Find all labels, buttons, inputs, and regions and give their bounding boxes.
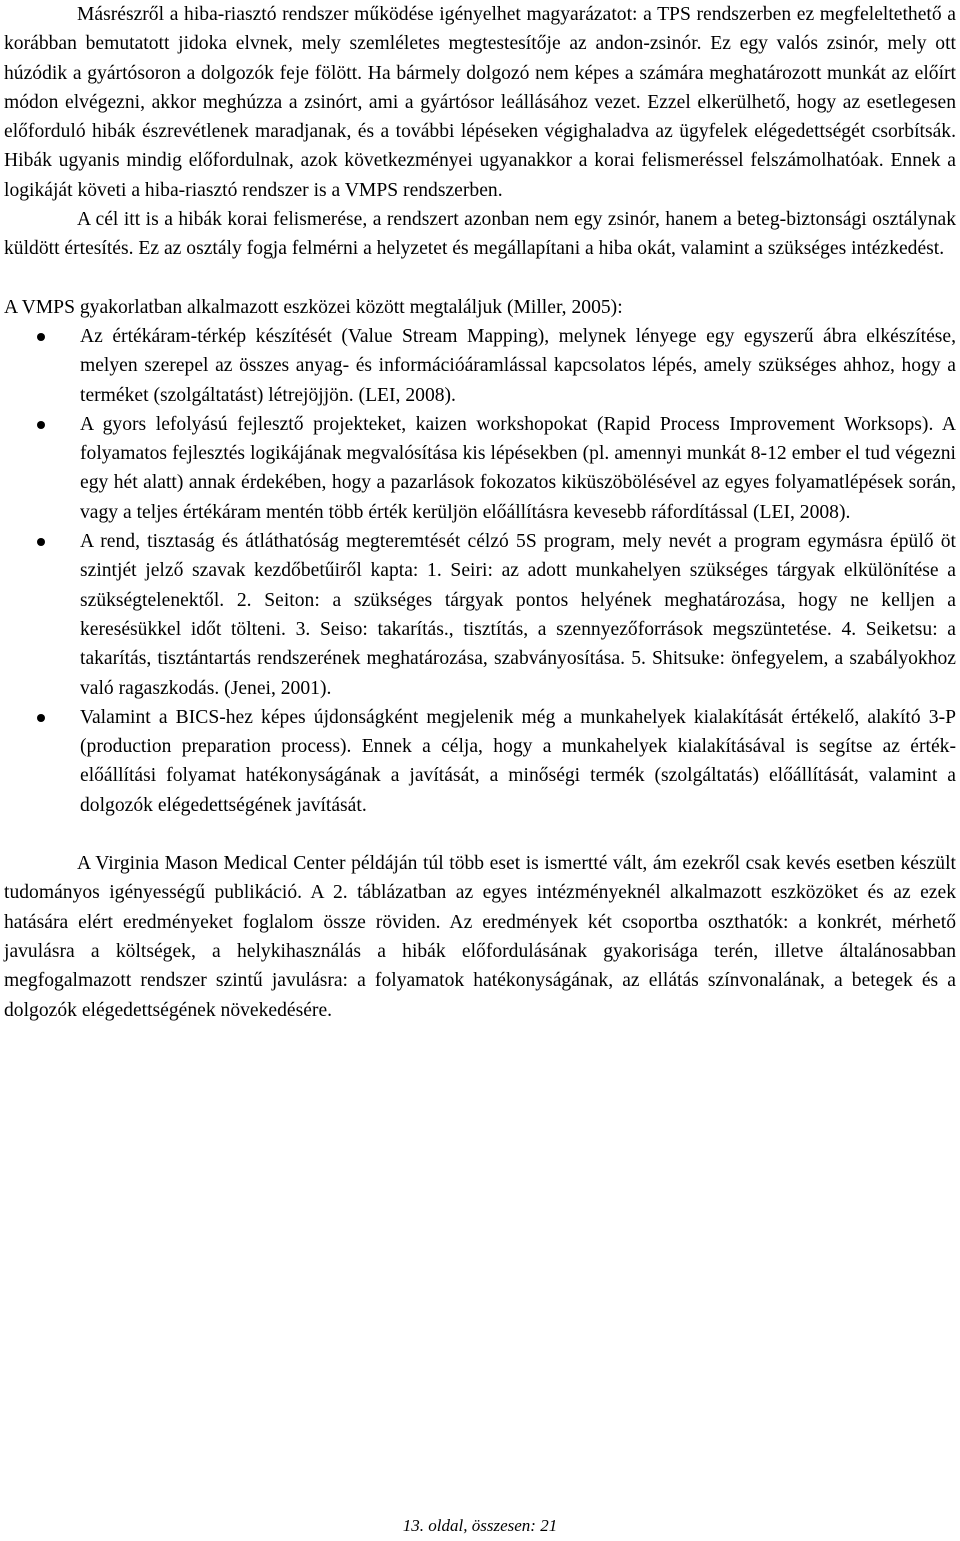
list-item <box>4 527 956 703</box>
bullet-icon <box>37 333 45 341</box>
spacer <box>4 820 956 849</box>
spacer <box>4 264 956 293</box>
list-item-text: A gyors lefolyású fejlesztő projekteket, kaizen workshopokat (Rapid Process Improvement Worksops). A folyamatos fejlesztés logikájának megvalósítása kis lépésekben (pl. amennyi munkát 8-12 ember el tud végezni egy hét alatt) annak érdekében, hogy a pazarlások fokozatos kiküszöbölésével az egyes folyamatlépések során, vagy a teljes értékáram mentén több érték kerüljön előállításra kevesebb ráfordítással (LEI, 2008). <box>80 413 956 523</box>
bullet-icon <box>37 714 45 722</box>
list-item-text: Az értékáram-térkép készítését (Value Stream Mapping), melynek lényege egy egyszerű ábra elkészítése, melyen szerepel az összes anyag- és információáramlással kapcsolatos lépés, amely szükséges ahhoz, hogy a terméket (szolgáltatást) létrejöjjön. (LEI, 2008). <box>80 325 956 406</box>
bullet-icon <box>37 421 45 429</box>
page-number: 13. oldal, összesen: 21 <box>402 1516 558 1535</box>
list-item-text: A rend, tisztaság és átláthatóság megteremtését célzó 5S program, mely nevét a program egymásra épülő öt szintjét jelző szavak kezdőbetűiről kapta: 1. Seiri: az adott munkahelyen szükséges tárgyak elkülönítése a szükségtelenektől. 2. Seiton: a szükséges tárgyak pontos helyének meghatározása, hogy ne kelljen a keresésükkel időt tölteni. 3. Seiso: takarítás., tisztítás, a szennyezőforrások megszüntetése. 4. Seiketsu: a takarítás, tisztántartás rendszerének meghatározása, szabványosítása. 5. Shitsuke: önfegyelem, a szabályokhoz való ragaszkodás. (Jenei, 2001). <box>80 531 956 699</box>
tools-list <box>4 322 956 820</box>
list-item-text: Valamint a BICS-hez képes újdonságként megjelenik még a munkahelyek kialakítását értékelő, alakító 3-P (production preparation process). Ennek a célja, hogy a munkahelyek kialakításával is segítse az érték-előállítási folyamat hatékonyságának a javítását, a minőségi termék (szolgáltatás) előállítását, valamint a dolgozók elégedettségének javítását. <box>80 706 956 816</box>
list-item <box>4 703 956 820</box>
bullet-icon <box>37 538 45 546</box>
paragraph-goal: A cél itt is a hibák korai felismerése, a rendszert azonban nem egy zsinór, hanem a beteg-biztonsági osztálynak küldött értesítés. Ez az osztály fogja felmérni a helyzetet és megállapítani a hiba okát, valamint a szükséges intézkedést. <box>4 209 956 260</box>
document-page <box>4 0 956 1025</box>
paragraph-tools-intro: A VMPS gyakorlatban alkalmazott eszközei között megtaláljuk (Miller, 2005): <box>4 296 623 318</box>
paragraph-andon: Másrészről a hiba-riasztó rendszer működése igényelhet magyarázatot: a TPS rendszerben ez megfeleltethető a korábban bemutatott jidoka elvnek, mely szemléletes megtestesítője az andon-zsinór. Ez egy valós zsinór, mely ott húzódik a gyártósoron a dolgozók feje fölött. Ha bármely dolgozó nem képes a számára meghatározott munkát az előírt módon elvégezni, akkor meghúzza a zsinórt, ami a gyártósor leállásához vezet. Ezzel elkerülhető, hogy az esetlegesen előforduló hibák észrevétlenek maradjanak, és a további lépéseken végighaladva az ügyfelek elégedettségét csorbítsák. Hibák ugyanis mindig előfordulnak, azok következményei ugyanakkor a korai felismeréssel felszámolhatóak. Ennek a logikáját követi a hiba-riasztó rendszer is a VMPS rendszerben. <box>4 4 956 201</box>
paragraph-summary: A Virginia Mason Medical Center példáján túl több eset is ismertté vált, ám ezekről csak kevés esetben készült tudományos igényességű publikáció. A 2. táblázatban az egyes intézményeknél alkalmazott eszközöket és az ezek hatására elért eredményeket foglalom össze röviden. Az eredmények két csoportba oszthatók: a konkrét, mérhető javulásra a költségek, a helykihasználás a hibák előfordulásának gyakorisága terén, illetve általánosabban megfogalmazott rendszer szintű javulásra: a folyamatok hatékonyságának, az ellátás színvonalának, a betegek és a dolgozók elégedettségének növekedésére. <box>4 853 956 1021</box>
list-item <box>4 322 956 410</box>
list-item <box>4 410 956 527</box>
page-footer <box>0 1515 960 1537</box>
